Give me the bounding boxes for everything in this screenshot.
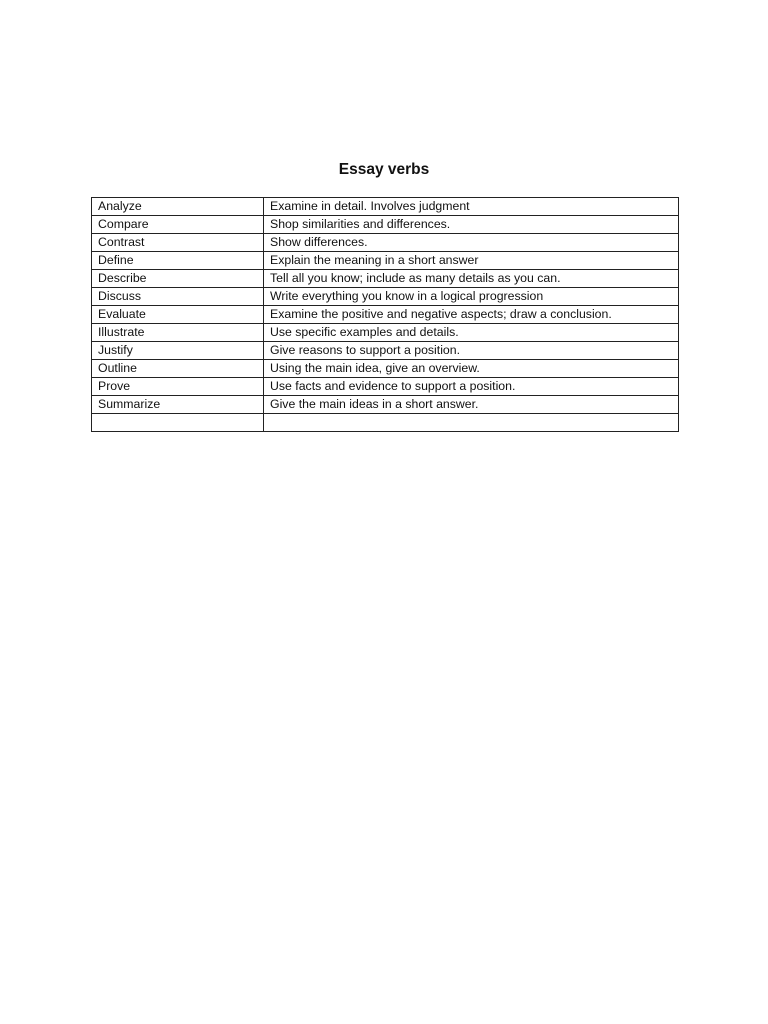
definition-cell: Write everything you know in a logical progression: [264, 288, 679, 306]
table-row: [92, 360, 679, 378]
table-row: [92, 306, 679, 324]
table-row: [92, 396, 679, 414]
definition-cell: Tell all you know; include as many details as you can.: [264, 270, 679, 288]
verb-cell: Compare: [92, 216, 264, 234]
verb-cell: Summarize: [92, 396, 264, 414]
verb-cell: Justify: [92, 342, 264, 360]
verb-cell: Prove: [92, 378, 264, 396]
table-row: [92, 252, 679, 270]
verb-cell: Describe: [92, 270, 264, 288]
definition-cell: Examine the positive and negative aspects; draw a conclusion.: [264, 306, 679, 324]
verb-cell: Contrast: [92, 234, 264, 252]
definition-cell: [264, 414, 679, 432]
table-row: [92, 414, 679, 432]
definition-cell: Examine in detail. Involves judgment: [264, 198, 679, 216]
table-row: [92, 324, 679, 342]
verb-cell: Evaluate: [92, 306, 264, 324]
definition-cell: Shop similarities and differences.: [264, 216, 679, 234]
page-title: Essay verbs: [338, 161, 430, 178]
verb-cell: Define: [92, 252, 264, 270]
table-row: [92, 216, 679, 234]
table-row: [92, 378, 679, 396]
table-row: [92, 342, 679, 360]
table-row: [92, 270, 679, 288]
table-row: [92, 288, 679, 306]
definition-cell: Use specific examples and details.: [264, 324, 679, 342]
verb-cell: Discuss: [92, 288, 264, 306]
definition-cell: Give reasons to support a position.: [264, 342, 679, 360]
definition-cell: Explain the meaning in a short answer: [264, 252, 679, 270]
essay-verbs-table: [91, 197, 679, 432]
definition-cell: Show differences.: [264, 234, 679, 252]
definition-cell: Using the main idea, give an overview.: [264, 360, 679, 378]
verb-cell: Outline: [92, 360, 264, 378]
verb-cell: Illustrate: [92, 324, 264, 342]
table-row: [92, 198, 679, 216]
definition-cell: Give the main ideas in a short answer.: [264, 396, 679, 414]
definition-cell: Use facts and evidence to support a position.: [264, 378, 679, 396]
verb-cell: Analyze: [92, 198, 264, 216]
table-row: [92, 234, 679, 252]
verb-cell: [92, 414, 264, 432]
